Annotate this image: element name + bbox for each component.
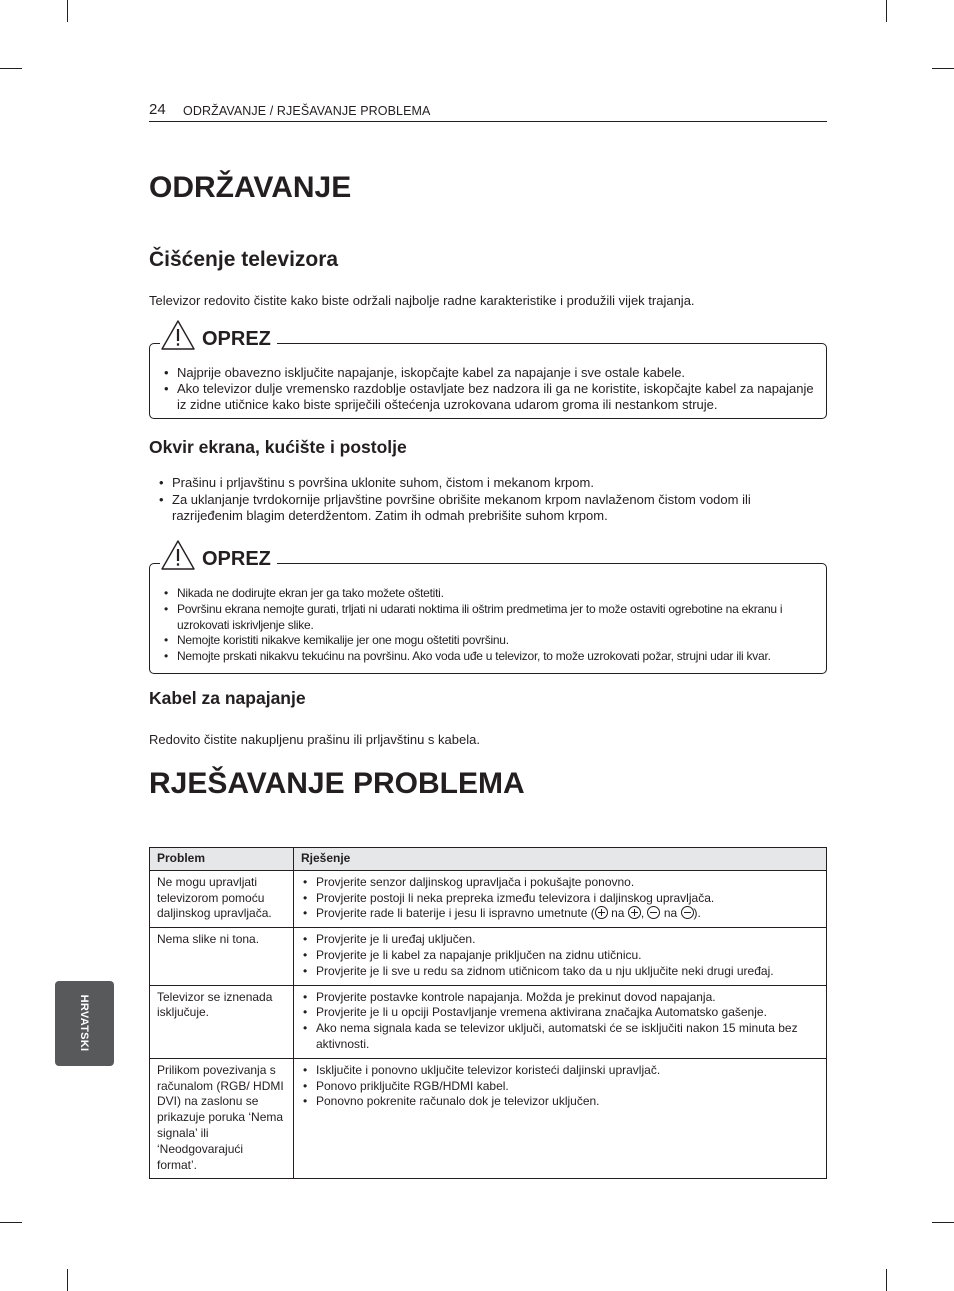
column-header-solution: Rješenje [294,848,827,871]
caution-item: • Površinu ekrana nemojte gurati, trljati ni udarati noktima ili oštrim predmetima jer to može ostaviti ogrebotine na ekranu i uzrokovati iskrivljenje slike. [164,602,816,634]
crop-mark [886,0,887,22]
problem-cell: Nema slike ni tona. [150,928,294,985]
solution-list [301,1063,819,1110]
caution-item: • Nemojte koristiti nikakve kemikalije jer one mogu oštetiti površinu. [164,633,816,649]
caution-item: • Najprije obavezno isključite napajanje, iskopčajte kabel za napajanje i sve ostale kabele. [164,365,816,381]
crop-mark [0,1222,22,1223]
solution-item: • Provjerite postoji li neka prepreka između televizora i daljinskog upravljača. [303,891,819,907]
caution-item: • Nikada ne dodirujte ekran jer ga tako možete oštetiti. [164,586,816,602]
solution-item-battery: • Provjerite rade li baterije i jesu li ispravno umetnute ( na , na ). [303,906,819,922]
page-header [149,101,827,122]
warning-icon [160,539,196,571]
crop-mark [886,1269,887,1291]
power-cable-heading: Kabel za napajanje [149,688,306,708]
list-item: • Za uklanjanje tvrdokornije prljavštine površine obrišite mekanom krpom navlaženom čistom vodom ili razrijeđenim blagim deterdžentom. Zatim ih odmah prebrišite suhom krpom. [159,492,819,525]
list-item: • Prašinu i prljavštinu s površina uklonite suhom, čistom i mekanom krpom. [159,475,819,492]
frame-heading: Okvir ekrana, kućište i postolje [149,437,407,457]
solution-item: • Isključite i ponovno uključite televizor koristeći daljinski upravljač. [303,1063,819,1079]
solution-list [301,932,819,979]
troubleshooting-title: RJEŠAVANJE PROBLEMA [149,767,525,800]
solution-list [301,875,819,922]
table-row [150,928,827,985]
solution-item: • Provjerite je li u opciji Postavljanje vremena aktivirana značajka Automatsko gašenje. [303,1005,819,1021]
solution-item: • Ponovo priključite RGB/HDMI kabel. [303,1079,819,1095]
warning-icon [160,319,196,351]
power-cable-text: Redovito čistite nakupljenu prašinu ili prljavštinu s kabela. [149,732,480,747]
table-header-row [150,848,827,871]
solution-item: • Provjerite je li sve u redu sa zidnom utičnicom tako da u nju uključite neki drugi uređaj. [303,964,819,980]
caution-header [160,321,277,351]
crop-mark [932,68,954,69]
table-row [150,870,827,927]
solution-cell [294,1058,827,1179]
caution-box-cleaning [149,328,827,419]
solution-item: • Provjerite postavke kontrole napajanja. Možda je prekinut dovod napajanja. [303,990,819,1006]
crop-mark [932,1222,954,1223]
caution-list [164,365,816,413]
problem-cell: Televizor se iznenada isključuje. [150,985,294,1058]
crop-mark [67,0,68,22]
solution-item: • Ponovno pokrenite računalo dok je televizor uključen. [303,1094,819,1110]
solution-cell [294,870,827,927]
header-title: ODRŽAVANJE / RJEŠAVANJE PROBLEMA [183,104,431,118]
caution-list [164,586,816,665]
caution-label: OPREZ [202,548,271,570]
solution-cell [294,985,827,1058]
plus-circle-icon [628,906,641,919]
solution-item: • Provjerite senzor daljinskog upravljača i pokušajte ponovno. [303,875,819,891]
problem-cell: Ne mogu upravljati televizorom pomoću daljinskog upravljača. [150,870,294,927]
frame-list [159,475,819,525]
troubleshooting-table [149,847,827,1179]
cleaning-intro: Televizor redovito čistite kako biste održali najbolje radne karakteristike i produžili vijek trajanja. [149,293,695,308]
minus-circle-icon [647,906,660,919]
crop-mark [0,68,22,69]
table-row [150,985,827,1058]
plus-circle-icon [595,906,608,919]
solution-list [301,990,819,1053]
language-side-tab [55,981,114,1066]
table-row [150,1058,827,1179]
language-label: HRVATSKI [78,994,90,1052]
solution-item: • Provjerite je li uređaj uključen. [303,932,819,948]
solution-item: • Provjerite je li kabel za napajanje priključen na zidnu utičnicu. [303,948,819,964]
caution-item: • Nemojte prskati nikakvu tekućinu na površinu. Ako voda uđe u televizor, to može uzrokovati požar, strujni udar ili kvar. [164,649,816,665]
caution-box-frame [149,548,827,674]
problem-cell: Prilikom povezivanja s računalom (RGB/ HDMI DVI) na zaslonu se prikazuje poruka ‘Nema signala’ ili ‘Neodgovarajući format’. [150,1058,294,1179]
cleaning-heading: Čišćenje televizora [149,248,339,271]
caution-label: OPREZ [202,328,271,350]
page-number: 24 [149,101,166,118]
crop-mark [67,1269,68,1291]
maintenance-title: ODRŽAVANJE [149,171,352,204]
solution-item: • Ako nema signala kada se televizor uključi, automatski će se isključiti nakon 15 minuta bez aktivnosti. [303,1021,819,1053]
caution-item: • Ako televizor dulje vremensko razdoblje ostavljate bez nadzora ili ga ne koristite, iskopčajte kabel za napajanje iz zidne utičnice kako biste spriječili oštećenja uzrokovana udarom groma ili nestankom struje. [164,381,816,413]
column-header-problem: Problem [150,848,294,871]
solution-cell [294,928,827,985]
caution-header [160,541,277,571]
minus-circle-icon [681,906,694,919]
